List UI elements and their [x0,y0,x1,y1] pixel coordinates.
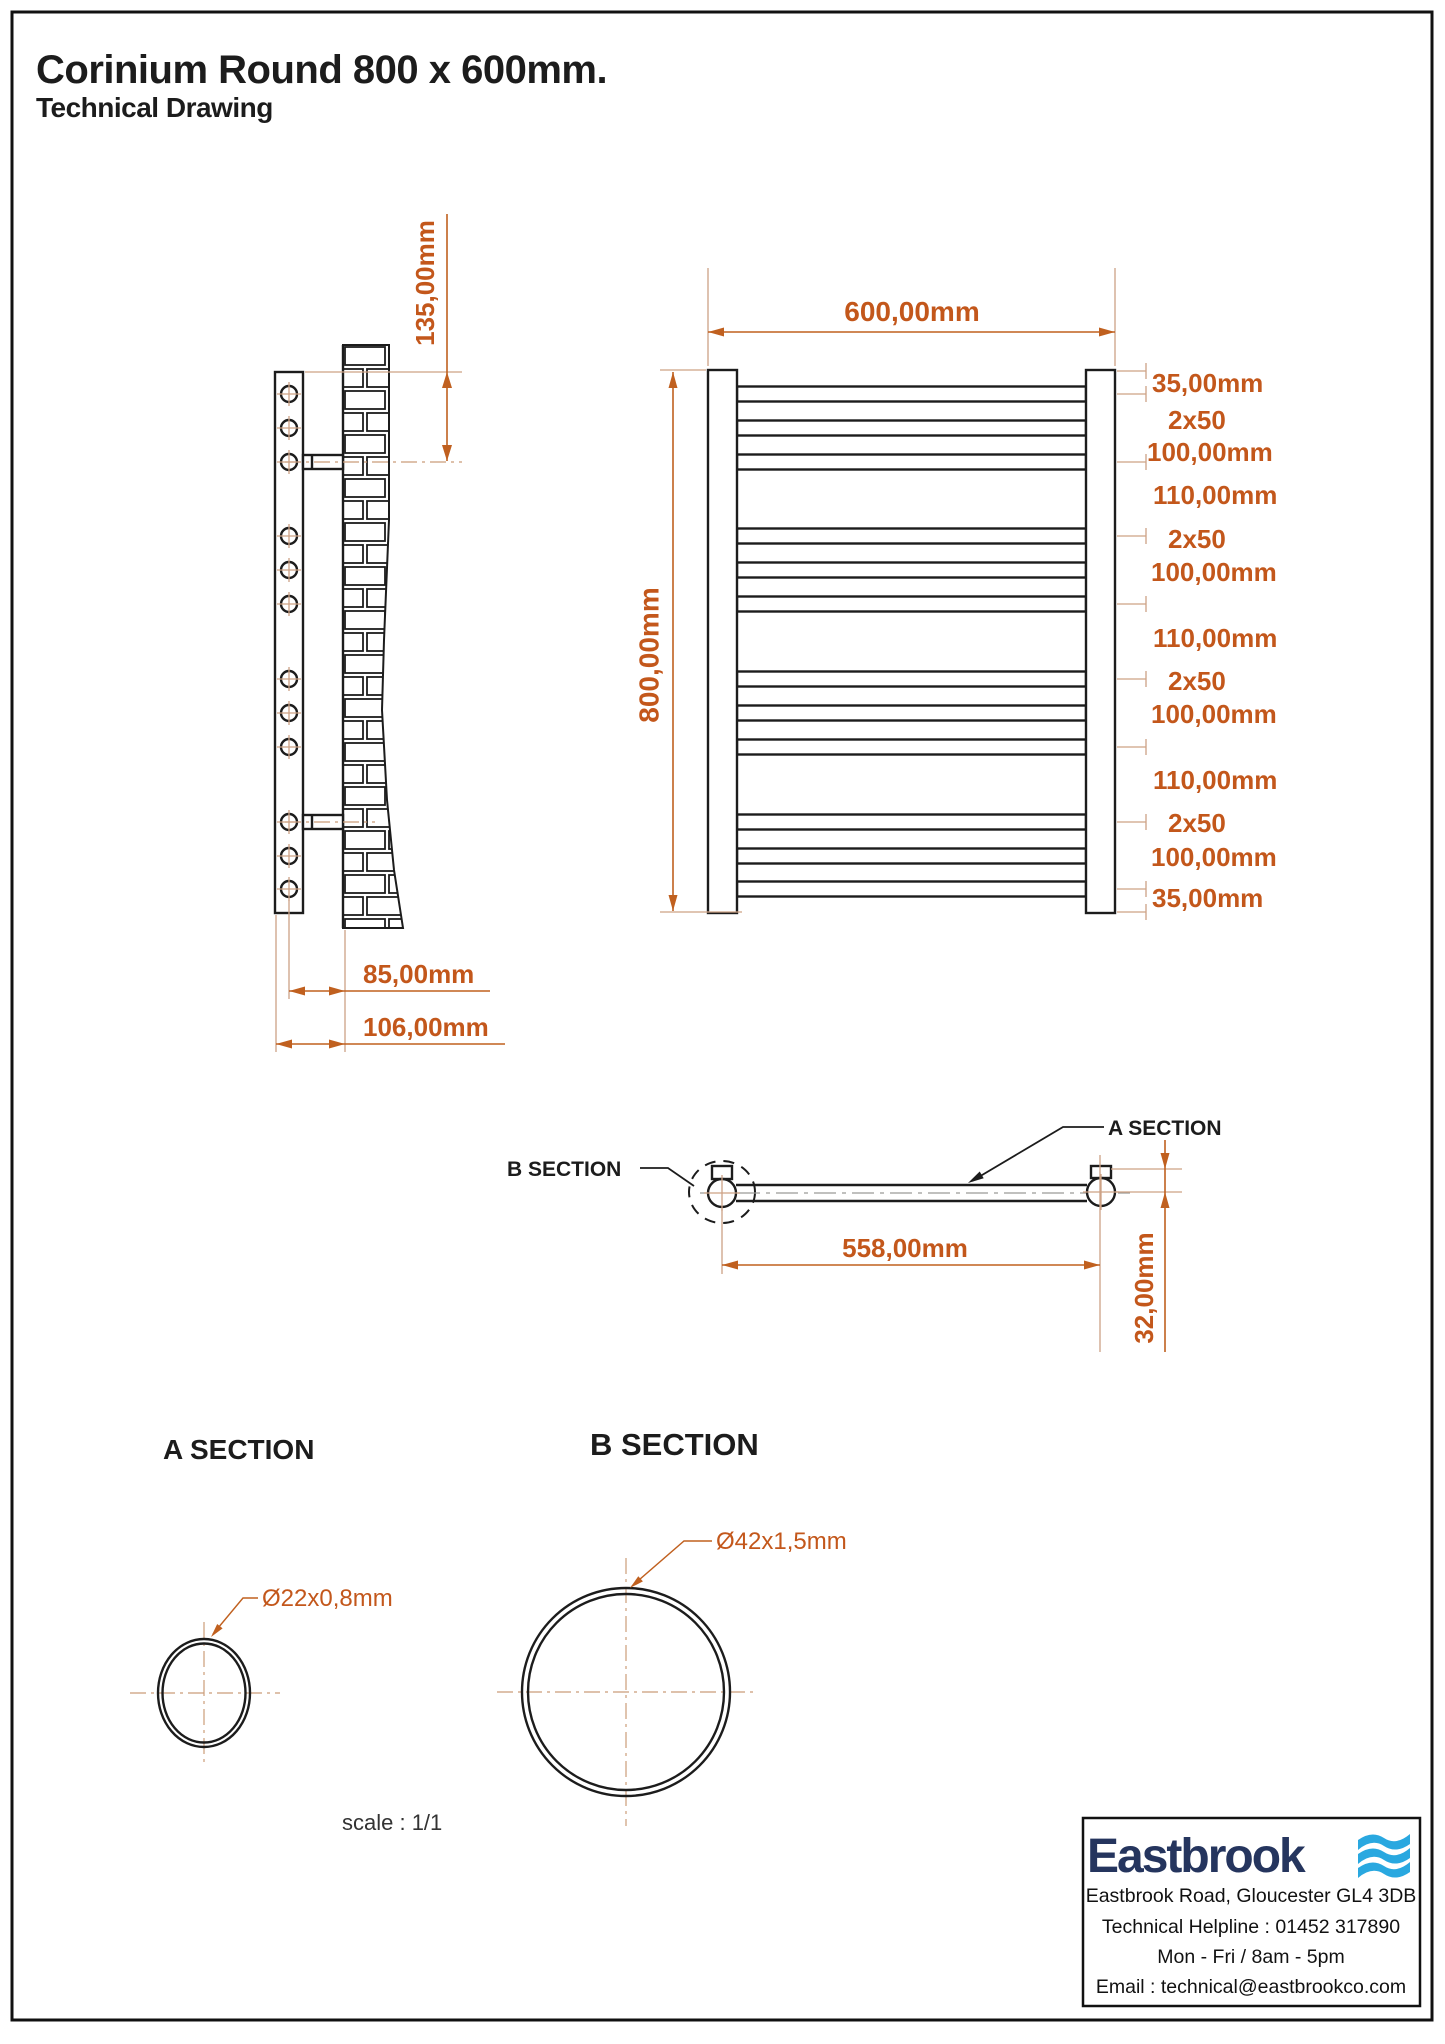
a-section-arrow [968,1172,984,1184]
dim-600 [708,268,1115,366]
a-section-detail [130,1434,393,1766]
brand-logo-text: Eastbrook [1087,1830,1304,1883]
a-dim-arrow [211,1624,223,1637]
right-dim-ticks [1117,363,1146,920]
spacing-label: 2x50 [1168,666,1226,696]
left-tube [708,370,737,913]
eastbrook-waves-icon [1358,1834,1410,1878]
page-title: Corinium Round 800 x 600mm. [36,48,608,92]
dim-32-label: 32,00mm [1128,1232,1159,1344]
b-dim-leader [632,1541,712,1586]
spacing-label: 100,00mm [1151,699,1277,729]
page-subtitle: Technical Drawing [36,92,273,123]
spacing-label: 100,00mm [1151,557,1277,587]
b-section-detail [342,1427,847,1835]
brand-address: Eastbrook Road, Gloucester GL4 3DB [1085,1885,1417,1907]
b-section-leader [640,1168,694,1186]
spacing-label: 2x50 [1168,808,1226,838]
dim-32 [1111,1140,1182,1352]
spacing-label: 110,00mm [1153,765,1278,795]
a-section-leader [972,1127,1104,1181]
brick-wall [343,345,403,928]
spacing-label: 100,00mm [1147,437,1273,467]
a-dim-label: Ø22x0,8mm [262,1585,393,1612]
spacing-label: 2x50 [1168,524,1226,554]
footer-brand-box [1083,1818,1420,2006]
side-view [275,214,505,1052]
b-section-callout: B SECTION [507,1158,622,1181]
top-view [507,1117,1222,1352]
b-section-crosshair [497,1558,757,1826]
dim-600-label: 600,00mm [844,296,980,327]
front-view [633,268,1277,920]
spacing-label: 110,00mm [1153,480,1278,510]
a-section-callout: A SECTION [1108,1117,1222,1140]
dim-106-label: 106,00mm [363,1012,489,1042]
spacing-label: 110,00mm [1153,623,1278,653]
right-dim-labels [1147,368,1277,913]
brand-email: Email : technical@eastbrookco.com [1095,1976,1407,1998]
dim-135-label: 135,00mm [409,220,440,346]
brand-hours: Mon - Fri / 8am - 5pm [1157,1946,1345,1968]
scale-label: scale : 1/1 [342,1810,443,1835]
brand-helpline: Technical Helpline : 01452 317890 [1101,1916,1401,1938]
dim-106 [276,1012,505,1049]
dim-800-label: 800,00mm [633,587,665,723]
spacing-label: 35,00mm [1152,368,1264,398]
spacing-label: 2x50 [1168,405,1226,435]
header [36,48,607,123]
radiator-rungs [737,387,1086,897]
a-section-heading: A SECTION [163,1434,315,1465]
page-border [12,12,1432,2020]
b-dim-label: Ø42x1,5mm [716,1528,847,1555]
spacing-label: 35,00mm [1152,883,1264,913]
b-section-heading: B SECTION [590,1427,759,1462]
dim-85-label: 85,00mm [363,959,475,989]
right-tube [1086,370,1115,913]
spacing-label: 100,00mm [1151,842,1277,872]
dim-558-label: 558,00mm [842,1233,968,1263]
